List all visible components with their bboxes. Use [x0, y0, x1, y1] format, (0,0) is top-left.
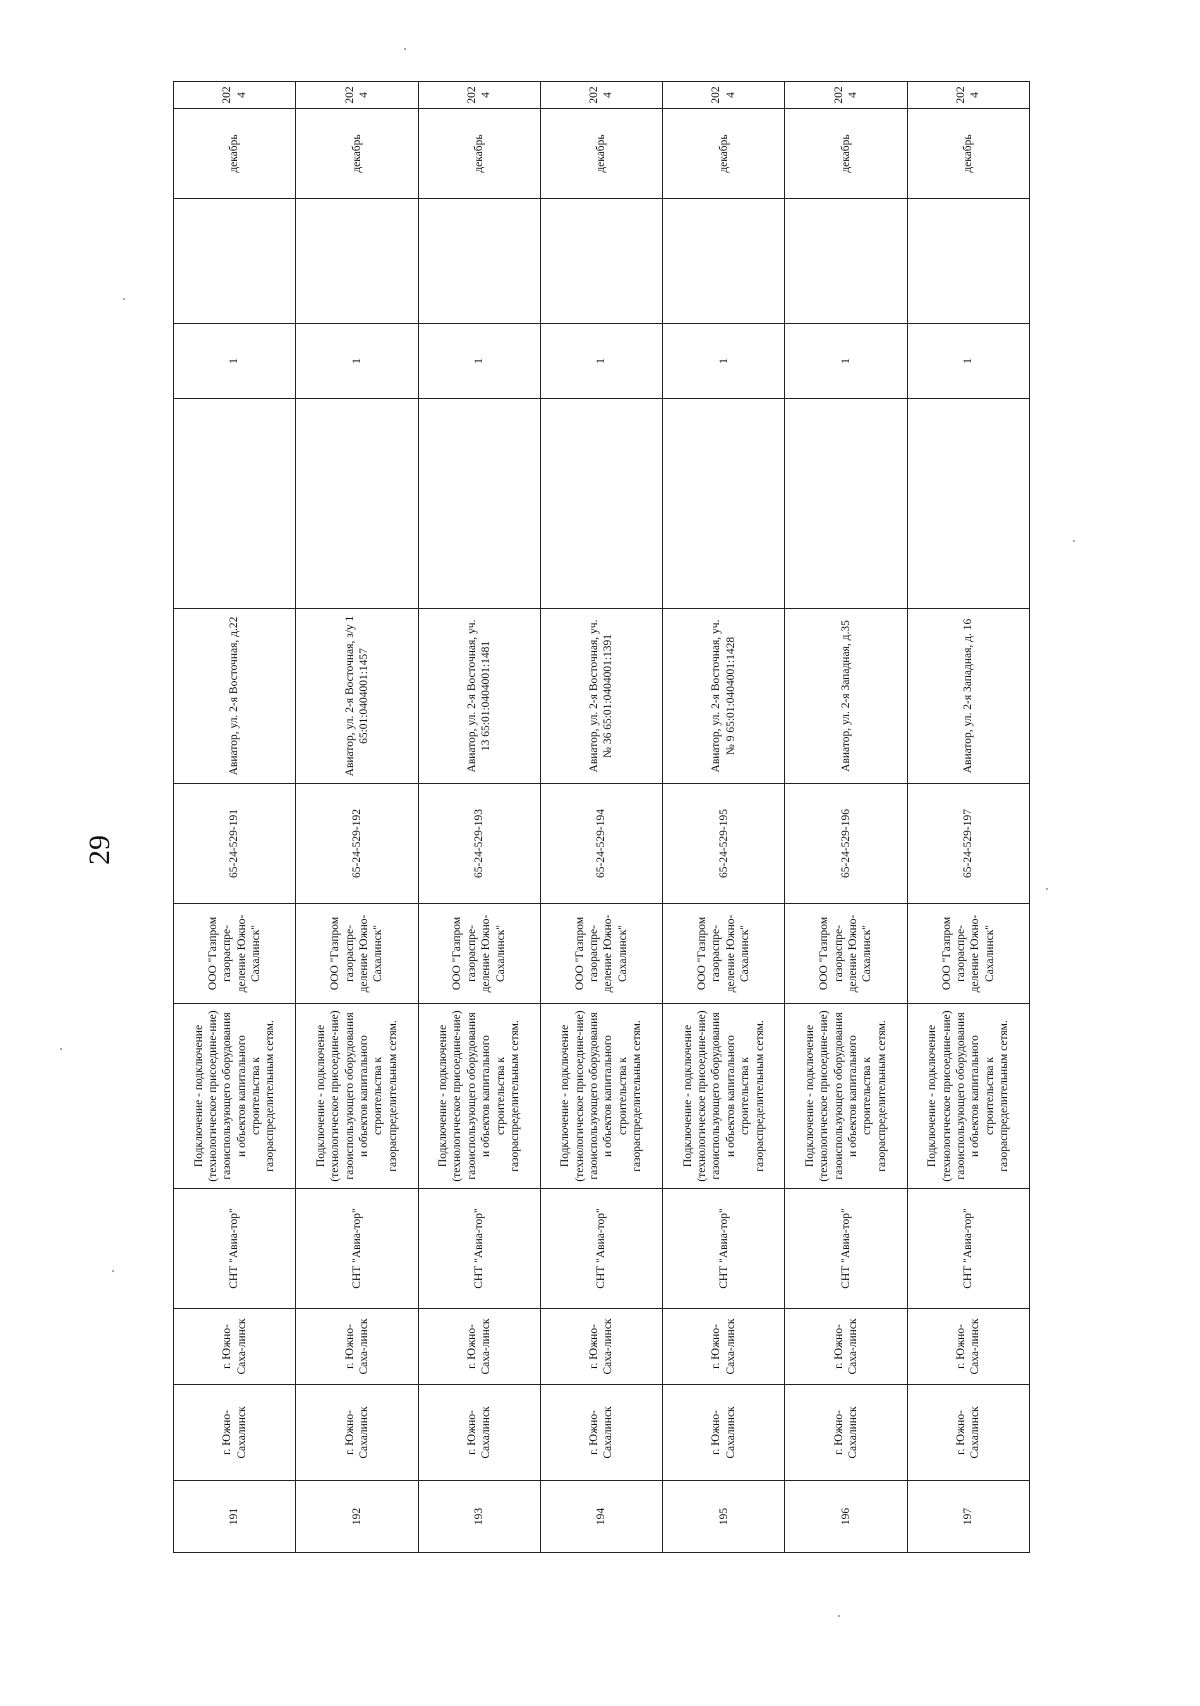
service-description-cell: Подключение - подключение (технологическое присоедине-ние) газоиспользующего оборудования и объектов капитального строительства к газораспределительным сетям.	[785, 1004, 907, 1189]
municipality-cell: г. Южно-Сахалинск	[540, 1385, 662, 1481]
service-description-cell: Подключение - подключение (технологическое присоедине-ние) газоиспользующего оборудования и объектов капитального строительства к газораспределительным сетям.	[418, 1004, 540, 1189]
quantity-cell: 1	[785, 324, 907, 399]
empty-cell	[296, 199, 418, 324]
applicant-cell: СНТ "Авиа-тор"	[418, 1189, 540, 1309]
applicant-cell: СНТ "Авиа-тор"	[907, 1189, 1029, 1309]
table-row	[785, 82, 907, 1553]
row-number-cell: 196	[785, 1481, 907, 1553]
table-row	[296, 82, 418, 1553]
table-row	[907, 82, 1029, 1553]
year-cell: 2024	[296, 82, 418, 109]
gas-organization-cell: ООО "Газпром газораспре-деление Южно-Сахалинск"	[785, 904, 907, 1004]
empty-cell	[785, 399, 907, 609]
scan-speck	[60, 1048, 62, 1050]
registry-code-cell: 65-24-529-195	[663, 784, 785, 904]
settlement-cell: г. Южно-Саха-линск	[907, 1309, 1029, 1385]
municipality-cell: г. Южно-Сахалинск	[296, 1385, 418, 1481]
year-cell: 2024	[540, 82, 662, 109]
empty-cell	[418, 199, 540, 324]
row-number-cell: 192	[296, 1481, 418, 1553]
empty-cell	[907, 399, 1029, 609]
scan-speck	[112, 1270, 114, 1272]
page-number: 29	[83, 835, 116, 865]
month-cell: декабрь	[296, 109, 418, 199]
gas-organization-cell: ООО "Газпром газораспре-деление Южно-Сахалинск"	[663, 904, 785, 1004]
applicant-cell: СНТ "Авиа-тор"	[174, 1189, 296, 1309]
gas-organization-cell: ООО "Газпром газораспре-деление Южно-Сахалинск"	[174, 904, 296, 1004]
year-cell: 2024	[174, 82, 296, 109]
table-row	[663, 82, 785, 1553]
empty-cell	[907, 199, 1029, 324]
registry-code-cell: 65-24-529-193	[418, 784, 540, 904]
settlement-cell: г. Южно-Саха-линск	[785, 1309, 907, 1385]
row-number-cell: 193	[418, 1481, 540, 1553]
scan-speck	[1073, 540, 1075, 542]
address-cell: Авиатор, ул. 2-я Восточная, уч. № 36 65:01:0404001:1391	[540, 609, 662, 784]
applicant-cell: СНТ "Авиа-тор"	[540, 1189, 662, 1309]
quantity-cell: 1	[663, 324, 785, 399]
month-cell: декабрь	[663, 109, 785, 199]
scan-speck	[1046, 888, 1048, 890]
quantity-cell: 1	[296, 324, 418, 399]
address-cell: Авиатор, ул. 2-я Западная, д. 16	[907, 609, 1029, 784]
municipality-cell: г. Южно-Сахалинск	[785, 1385, 907, 1481]
table-row	[418, 82, 540, 1553]
row-number-cell: 195	[663, 1481, 785, 1553]
registry-code-cell: 65-24-529-197	[907, 784, 1029, 904]
municipality-cell: г. Южно-Сахалинск	[907, 1385, 1029, 1481]
month-cell: декабрь	[418, 109, 540, 199]
year-cell: 2024	[785, 82, 907, 109]
empty-cell	[174, 199, 296, 324]
empty-cell	[785, 199, 907, 324]
scan-speck	[123, 298, 125, 300]
registry-rows	[174, 82, 1030, 1553]
registry-code-cell: 65-24-529-194	[540, 784, 662, 904]
applicant-cell: СНТ "Авиа-тор"	[296, 1189, 418, 1309]
year-cell: 2024	[418, 82, 540, 109]
service-description-cell: Подключение - подключение (технологическое присоедине-ние) газоиспользующего оборудования и объектов капитального строительства к газораспределительным сетям.	[174, 1004, 296, 1189]
scan-speck	[404, 48, 406, 50]
applicant-cell: СНТ "Авиа-тор"	[785, 1189, 907, 1309]
gas-organization-cell: ООО "Газпром газораспре-деление Южно-Сахалинск"	[907, 904, 1029, 1004]
gas-organization-cell: ООО "Газпром газораспре-деление Южно-Сахалинск"	[540, 904, 662, 1004]
row-number-cell: 194	[540, 1481, 662, 1553]
empty-cell	[174, 399, 296, 609]
registry-code-cell: 65-24-529-196	[785, 784, 907, 904]
address-cell: Авиатор, ул. 2-я Восточная, д.22	[174, 609, 296, 784]
table-row	[174, 82, 296, 1553]
municipality-cell: г. Южно-Сахалинск	[174, 1385, 296, 1481]
year-cell: 2024	[663, 82, 785, 109]
applicant-cell: СНТ "Авиа-тор"	[663, 1189, 785, 1309]
service-description-cell: Подключение - подключение (технологическое присоедине-ние) газоиспользующего оборудования и объектов капитального строительства к газораспределительным сетям.	[296, 1004, 418, 1189]
address-cell: Авиатор, ул. 2-я Восточная, уч. 13 65:01:0404001:1481	[418, 609, 540, 784]
quantity-cell: 1	[540, 324, 662, 399]
quantity-cell: 1	[418, 324, 540, 399]
table-row	[540, 82, 662, 1553]
settlement-cell: г. Южно-Саха-линск	[540, 1309, 662, 1385]
registry-table	[173, 81, 1030, 1553]
municipality-cell: г. Южно-Сахалинск	[663, 1385, 785, 1481]
gas-organization-cell: ООО "Газпром газораспре-деление Южно-Сахалинск"	[296, 904, 418, 1004]
service-description-cell: Подключение - подключение (технологическое присоедине-ние) газоиспользующего оборудования и объектов капитального строительства к газораспределительным сетям.	[663, 1004, 785, 1189]
month-cell: декабрь	[174, 109, 296, 199]
address-cell: Авиатор, ул. 2-я Восточная, з/у 1 65:01:0404001:1457	[296, 609, 418, 784]
municipality-cell: г. Южно-Сахалинск	[418, 1385, 540, 1481]
settlement-cell: г. Южно-Саха-линск	[663, 1309, 785, 1385]
scan-speck	[838, 1615, 840, 1617]
address-cell: Авиатор, ул. 2-я Западная, д.35	[785, 609, 907, 784]
settlement-cell: г. Южно-Саха-линск	[296, 1309, 418, 1385]
empty-cell	[540, 199, 662, 324]
month-cell: декабрь	[540, 109, 662, 199]
quantity-cell: 1	[174, 324, 296, 399]
row-number-cell: 191	[174, 1481, 296, 1553]
settlement-cell: г. Южно-Саха-линск	[418, 1309, 540, 1385]
address-cell: Авиатор, ул. 2-я Восточная, уч. № 9 65:01:0404001:1428	[663, 609, 785, 784]
registry-code-cell: 65-24-529-192	[296, 784, 418, 904]
empty-cell	[540, 399, 662, 609]
month-cell: декабрь	[907, 109, 1029, 199]
service-description-cell: Подключение - подключение (технологическое присоедине-ние) газоиспользующего оборудования и объектов капитального строительства к газораспределительным сетям.	[907, 1004, 1029, 1189]
registry-code-cell: 65-24-529-191	[174, 784, 296, 904]
row-number-cell: 197	[907, 1481, 1029, 1553]
month-cell: декабрь	[785, 109, 907, 199]
registry-table-container	[173, 82, 1030, 1553]
empty-cell	[418, 399, 540, 609]
year-cell: 2024	[907, 82, 1029, 109]
empty-cell	[663, 199, 785, 324]
empty-cell	[663, 399, 785, 609]
settlement-cell: г. Южно-Саха-линск	[174, 1309, 296, 1385]
empty-cell	[296, 399, 418, 609]
quantity-cell: 1	[907, 324, 1029, 399]
gas-organization-cell: ООО "Газпром газораспре-деление Южно-Сахалинск"	[418, 904, 540, 1004]
service-description-cell: Подключение - подключение (технологическое присоедине-ние) газоиспользующего оборудования и объектов капитального строительства к газораспределительным сетям.	[540, 1004, 662, 1189]
